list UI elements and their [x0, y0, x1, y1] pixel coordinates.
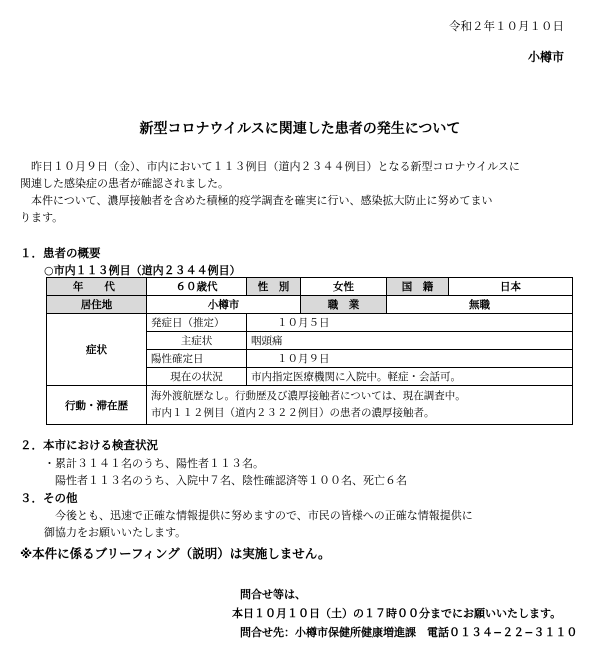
section1-heading: １．患者の概要	[20, 246, 101, 260]
table-row	[47, 314, 573, 332]
main-symptom-value: 咽頭痛	[247, 332, 573, 350]
table-row	[47, 386, 573, 425]
intro-line: 関連した感染症の患者が確認されました。	[20, 177, 229, 190]
activity-line: 海外渡航歴なし。行動歴及び濃厚接触者については、現在調査中。	[151, 390, 466, 402]
document-date: 令和２年１０月１０日	[449, 19, 564, 33]
sex-label: 性 別	[247, 278, 301, 296]
intro-line: ります。	[20, 211, 64, 224]
contact-deadline: 本日１０月１０日（土）の１７時００分までにお願いいたします。	[232, 607, 562, 620]
nationality-value: 日本	[449, 278, 573, 296]
contact-intro: 問合せ等は、	[240, 588, 306, 601]
other-line: 御協力をお願いいたします。	[44, 526, 187, 539]
case-label: ○市内１１３例目（道内２３４４例目）	[44, 264, 241, 277]
test-status-line: 陽性者１１３名のうち、入院中７名、陰性確認済等１００名、死亡６名	[44, 474, 407, 487]
other-line: 今後とも、迅速で正確な情報提供に努めますので、市民の皆様への正確な情報提供に	[44, 509, 473, 522]
positive-date-value: １０月９日	[247, 350, 573, 368]
activity-value	[147, 386, 573, 425]
age-value: ６０歳代	[147, 278, 247, 296]
activity-line: 市内１１２例目（道内２３２２例目）の患者の濃厚接触者。	[151, 407, 435, 419]
patient-table	[46, 277, 573, 425]
contact-info: 問合せ先：小樽市保健所健康増進課 電話０１３４−２２−３１１０	[240, 626, 578, 639]
status-label: 現在の状況	[147, 368, 247, 386]
section3-heading: ３．その他	[20, 491, 78, 505]
onset-label: 発症日（推定）	[147, 314, 247, 332]
sex-value: 女性	[301, 278, 387, 296]
intro-paragraph	[20, 158, 580, 226]
onset-value: １０月５日	[247, 314, 573, 332]
residence-label: 居住地	[47, 296, 147, 314]
test-status-line: ・累計３１４１名のうち、陽性者１１３名。	[44, 457, 264, 470]
main-symptom-label: 主症状	[147, 332, 247, 350]
briefing-notice: ※本件に係るブリーフィング（説明）は実施しません。	[20, 546, 331, 561]
issuer-name: 小樽市	[527, 50, 564, 64]
activity-label: 行動・滞在歴	[47, 386, 147, 425]
symptoms-label: 症状	[47, 314, 147, 386]
document-title: 新型コロナウイルスに関連した患者の発生について	[139, 121, 461, 137]
section2-heading: ２．本市における検査状況	[20, 438, 158, 452]
nationality-label: 国 籍	[387, 278, 449, 296]
intro-line: 本件について、濃厚接触者を含めた積極的疫学調査を確実に行い、感染拡大防止に努めてまい	[20, 194, 493, 207]
age-label: 年 代	[47, 278, 147, 296]
status-value: 市内指定医療機関に入院中。軽症・会話可。	[247, 368, 573, 386]
table-row	[47, 296, 573, 314]
residence-value: 小樽市	[147, 296, 301, 314]
occupation-label: 職 業	[301, 296, 387, 314]
occupation-value: 無職	[387, 296, 573, 314]
intro-line: 昨日１０月９日（金）、市内において１１３例目（道内２３４４例目）となる新型コロナウイルスに	[20, 160, 520, 173]
positive-date-label: 陽性確定日	[147, 350, 247, 368]
table-row	[47, 278, 573, 296]
